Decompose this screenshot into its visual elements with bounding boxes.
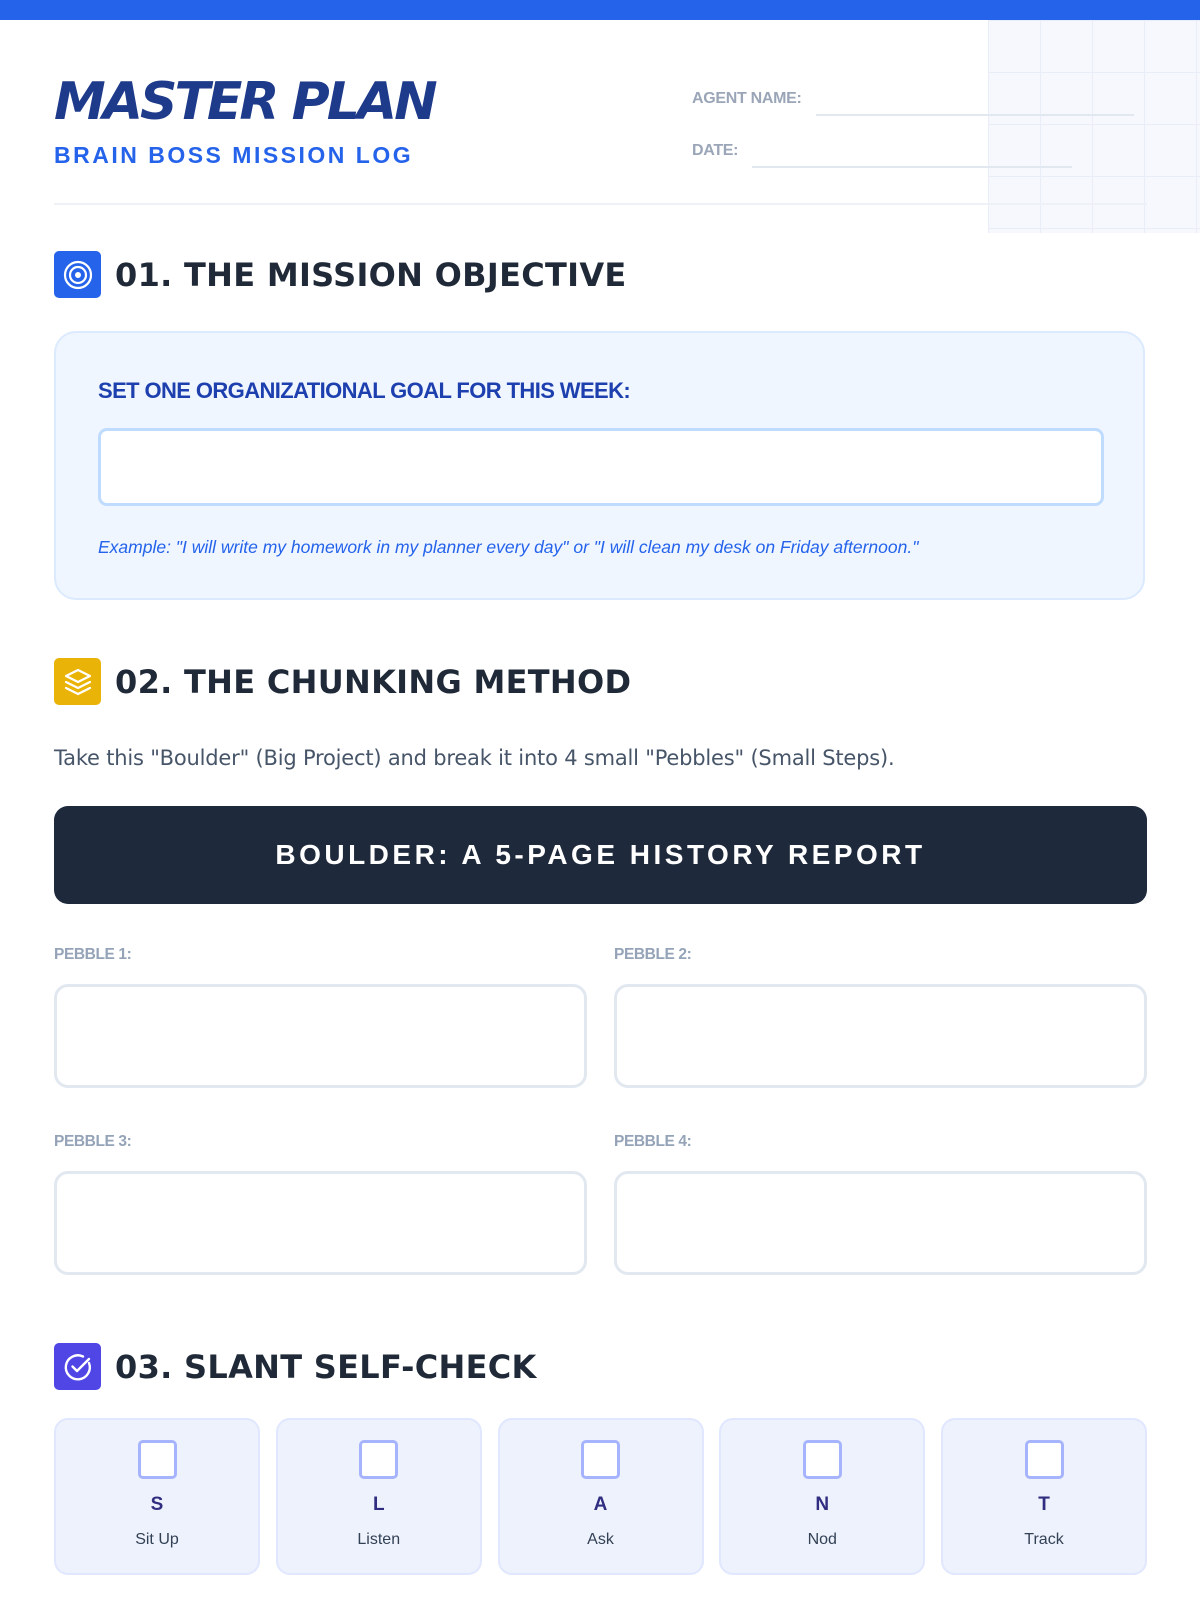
pebble-4-input[interactable]	[614, 1171, 1147, 1275]
layers-icon	[54, 658, 101, 705]
slant-item-nod[interactable]	[719, 1418, 925, 1575]
date-row	[692, 142, 1072, 160]
agent-name-line[interactable]	[816, 114, 1134, 116]
slant-item-sit-up[interactable]	[54, 1418, 260, 1575]
section-slant-heading	[54, 1343, 537, 1390]
page-title: MASTER PLAN	[54, 72, 435, 132]
check-circle-icon	[54, 1343, 101, 1390]
slant-word: Listen	[357, 1531, 401, 1548]
slant-word: Sit Up	[135, 1531, 179, 1548]
pebble-1-input[interactable]	[54, 984, 587, 1088]
pebble-3-input[interactable]	[54, 1171, 587, 1275]
pebble-label: PEBBLE 1:	[54, 946, 132, 963]
mission-objective-card	[54, 331, 1145, 600]
pebble-2	[614, 946, 1147, 1088]
goal-example: Example: "I will write my homework in my planner every day" or "I will clean my desk on Friday afternoon."	[98, 537, 919, 557]
goal-label: SET ONE ORGANIZATIONAL GOAL FOR THIS WEEK:	[98, 378, 631, 403]
page-subtitle: BRAIN BOSS MISSION LOG	[54, 142, 414, 168]
pebble-2-input[interactable]	[614, 984, 1147, 1088]
target-icon	[54, 251, 101, 298]
checkbox[interactable]	[359, 1440, 398, 1479]
section-title: 01. THE MISSION OBJECTIVE	[115, 255, 627, 294]
slant-word: Track	[1024, 1531, 1064, 1548]
pebble-label: PEBBLE 4:	[614, 1133, 692, 1150]
boulder-banner	[54, 806, 1147, 904]
section-title: 02. THE CHUNKING METHOD	[115, 662, 632, 701]
pebble-1	[54, 946, 587, 1088]
top-accent-bar	[0, 0, 1200, 20]
checkbox[interactable]	[138, 1440, 177, 1479]
header	[54, 20, 1147, 205]
worksheet-page	[54, 20, 1147, 1548]
pebble-4	[614, 1133, 1147, 1275]
checkbox[interactable]	[581, 1440, 620, 1479]
agent-name-label: AGENT NAME:	[692, 90, 802, 107]
goal-input[interactable]	[98, 428, 1104, 506]
slant-item-track[interactable]	[941, 1418, 1147, 1575]
slant-word: Nod	[807, 1531, 837, 1548]
slant-checklist	[54, 1418, 1147, 1575]
slant-letter: A	[593, 1494, 608, 1515]
date-line[interactable]	[752, 166, 1072, 168]
section-title: 03. SLANT SELF-CHECK	[115, 1347, 537, 1386]
slant-letter: T	[1038, 1494, 1050, 1515]
chunking-instruction: Take this "Boulder" (Big Project) and break it into 4 small "Pebbles" (Small Steps).	[54, 746, 895, 770]
slant-letter: S	[150, 1494, 164, 1515]
pebble-label: PEBBLE 3:	[54, 1133, 132, 1150]
checkbox[interactable]	[803, 1440, 842, 1479]
section-mission-objective-heading	[54, 251, 627, 298]
section-chunking-heading	[54, 658, 631, 705]
checkbox[interactable]	[1025, 1440, 1064, 1479]
agent-name-row	[692, 90, 1134, 108]
date-label: DATE:	[692, 142, 739, 159]
slant-item-listen[interactable]	[276, 1418, 482, 1575]
slant-letter: N	[815, 1494, 830, 1515]
slant-item-ask[interactable]	[498, 1418, 704, 1575]
slant-letter: L	[372, 1494, 385, 1515]
boulder-text: BOULDER: A 5-PAGE HISTORY REPORT	[275, 839, 926, 870]
pebble-label: PEBBLE 2:	[614, 946, 692, 963]
pebble-3	[54, 1133, 587, 1275]
slant-word: Ask	[587, 1531, 614, 1548]
